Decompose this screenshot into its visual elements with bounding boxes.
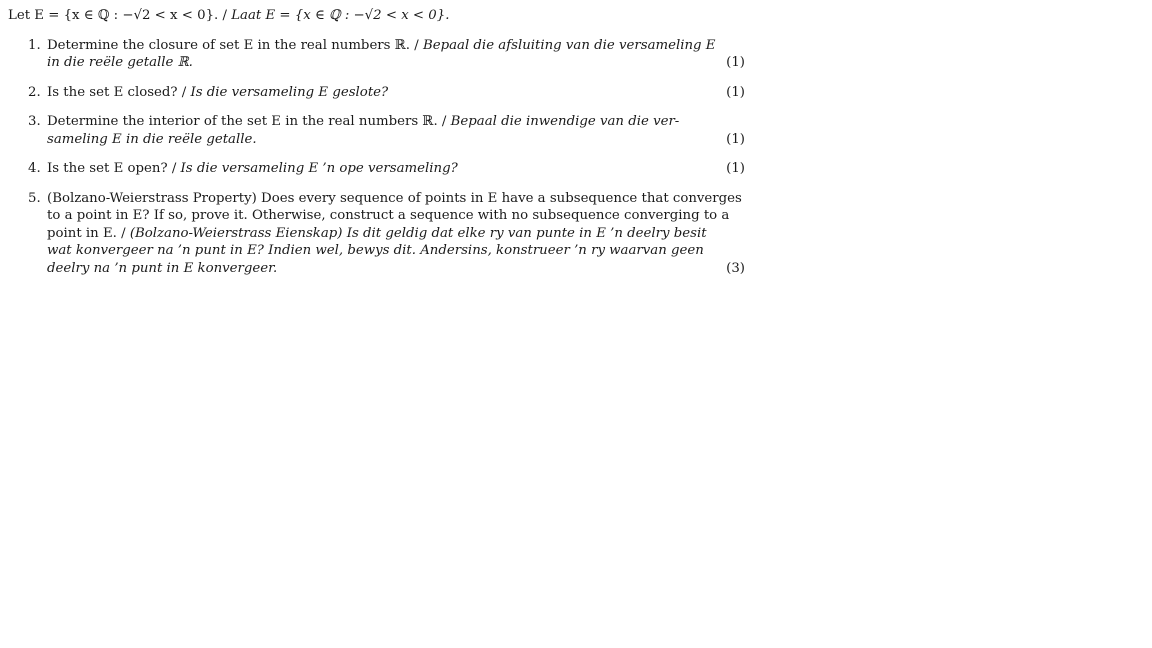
question-text-english: (Bolzano-Weierstrass Property) Does every sequence of points in E have a subsequence that converges xyxy=(47,190,742,206)
question-text-english: Determine the closure of set E in the real numbers ℝ. xyxy=(47,37,410,53)
question-marks: (1) xyxy=(726,131,745,147)
question-marks: (3) xyxy=(726,260,745,276)
question-line xyxy=(47,190,742,208)
question-number: 1. xyxy=(28,37,41,53)
language-separator: / xyxy=(167,161,181,176)
question-line xyxy=(47,242,711,260)
question-line xyxy=(47,131,711,149)
question-text-english: point in E. xyxy=(47,225,117,241)
question-text-afrikaans: Bepaal die afsluiting van die versameling E xyxy=(422,37,716,53)
question-item xyxy=(8,113,753,148)
question-text-afrikaans: wat konvergeer na ’n punt in E? Indien wel, bewys dit. Andersins, konstrueer ’n ry waarvan geen xyxy=(47,243,704,258)
question-list xyxy=(8,37,753,278)
question-text-afrikaans: (Bolzano-Weierstrass Eienskap) Is dit geldig dat elke ry van punte in E ’n deelry besit xyxy=(129,225,707,241)
language-separator: / xyxy=(437,114,451,129)
intro-english: Let E = {x ∈ ℚ : −√2 < x < 0}. xyxy=(8,8,219,23)
question-text-afrikaans: in die reële getalle ℝ. xyxy=(47,55,193,70)
language-separator: / xyxy=(410,37,423,53)
question-line xyxy=(47,37,716,55)
question-text-english: Is the set E open? xyxy=(47,161,168,176)
question-text-afrikaans: Bepaal die inwendige van die ver- xyxy=(450,114,680,129)
question-text-afrikaans: Is die versameling E ’n ope versameling? xyxy=(180,161,458,176)
question-item xyxy=(8,160,753,178)
question-number: 5. xyxy=(28,190,41,206)
document-page xyxy=(8,7,753,289)
language-separator: / xyxy=(177,84,191,100)
question-text-english: Determine the interior of the set E in the real numbers ℝ. xyxy=(47,114,438,129)
intro-statement xyxy=(8,7,753,25)
question-number: 2. xyxy=(28,84,41,100)
question-item xyxy=(8,190,753,278)
intro-afrikaans: Laat E = {x ∈ ℚ : −√2 < x < 0}. xyxy=(231,8,450,23)
intro-separator: / xyxy=(218,8,232,23)
question-line xyxy=(47,84,711,102)
question-line xyxy=(47,113,711,131)
question-text-afrikaans: Is die versameling E geslote? xyxy=(190,84,389,100)
question-marks: (1) xyxy=(726,55,745,70)
question-item xyxy=(8,84,753,102)
question-marks: (1) xyxy=(726,161,745,176)
question-number: 3. xyxy=(28,114,41,129)
question-text-afrikaans: deelry na ’n punt in E konvergeer. xyxy=(47,260,278,276)
question-item xyxy=(8,37,753,72)
question-line xyxy=(47,207,730,225)
question-text-english: to a point in E? If so, prove it. Otherwise, construct a sequence with no subsequence converging to a xyxy=(47,208,730,223)
question-text-english: Is the set E closed? xyxy=(47,84,178,100)
language-separator: / xyxy=(116,225,130,241)
question-line xyxy=(47,54,711,72)
question-marks: (1) xyxy=(726,84,745,100)
question-line xyxy=(47,260,711,278)
question-number: 4. xyxy=(28,161,41,176)
question-line xyxy=(47,225,711,243)
question-text-afrikaans: sameling E in die reële getalle. xyxy=(47,131,257,147)
question-line xyxy=(47,160,711,178)
